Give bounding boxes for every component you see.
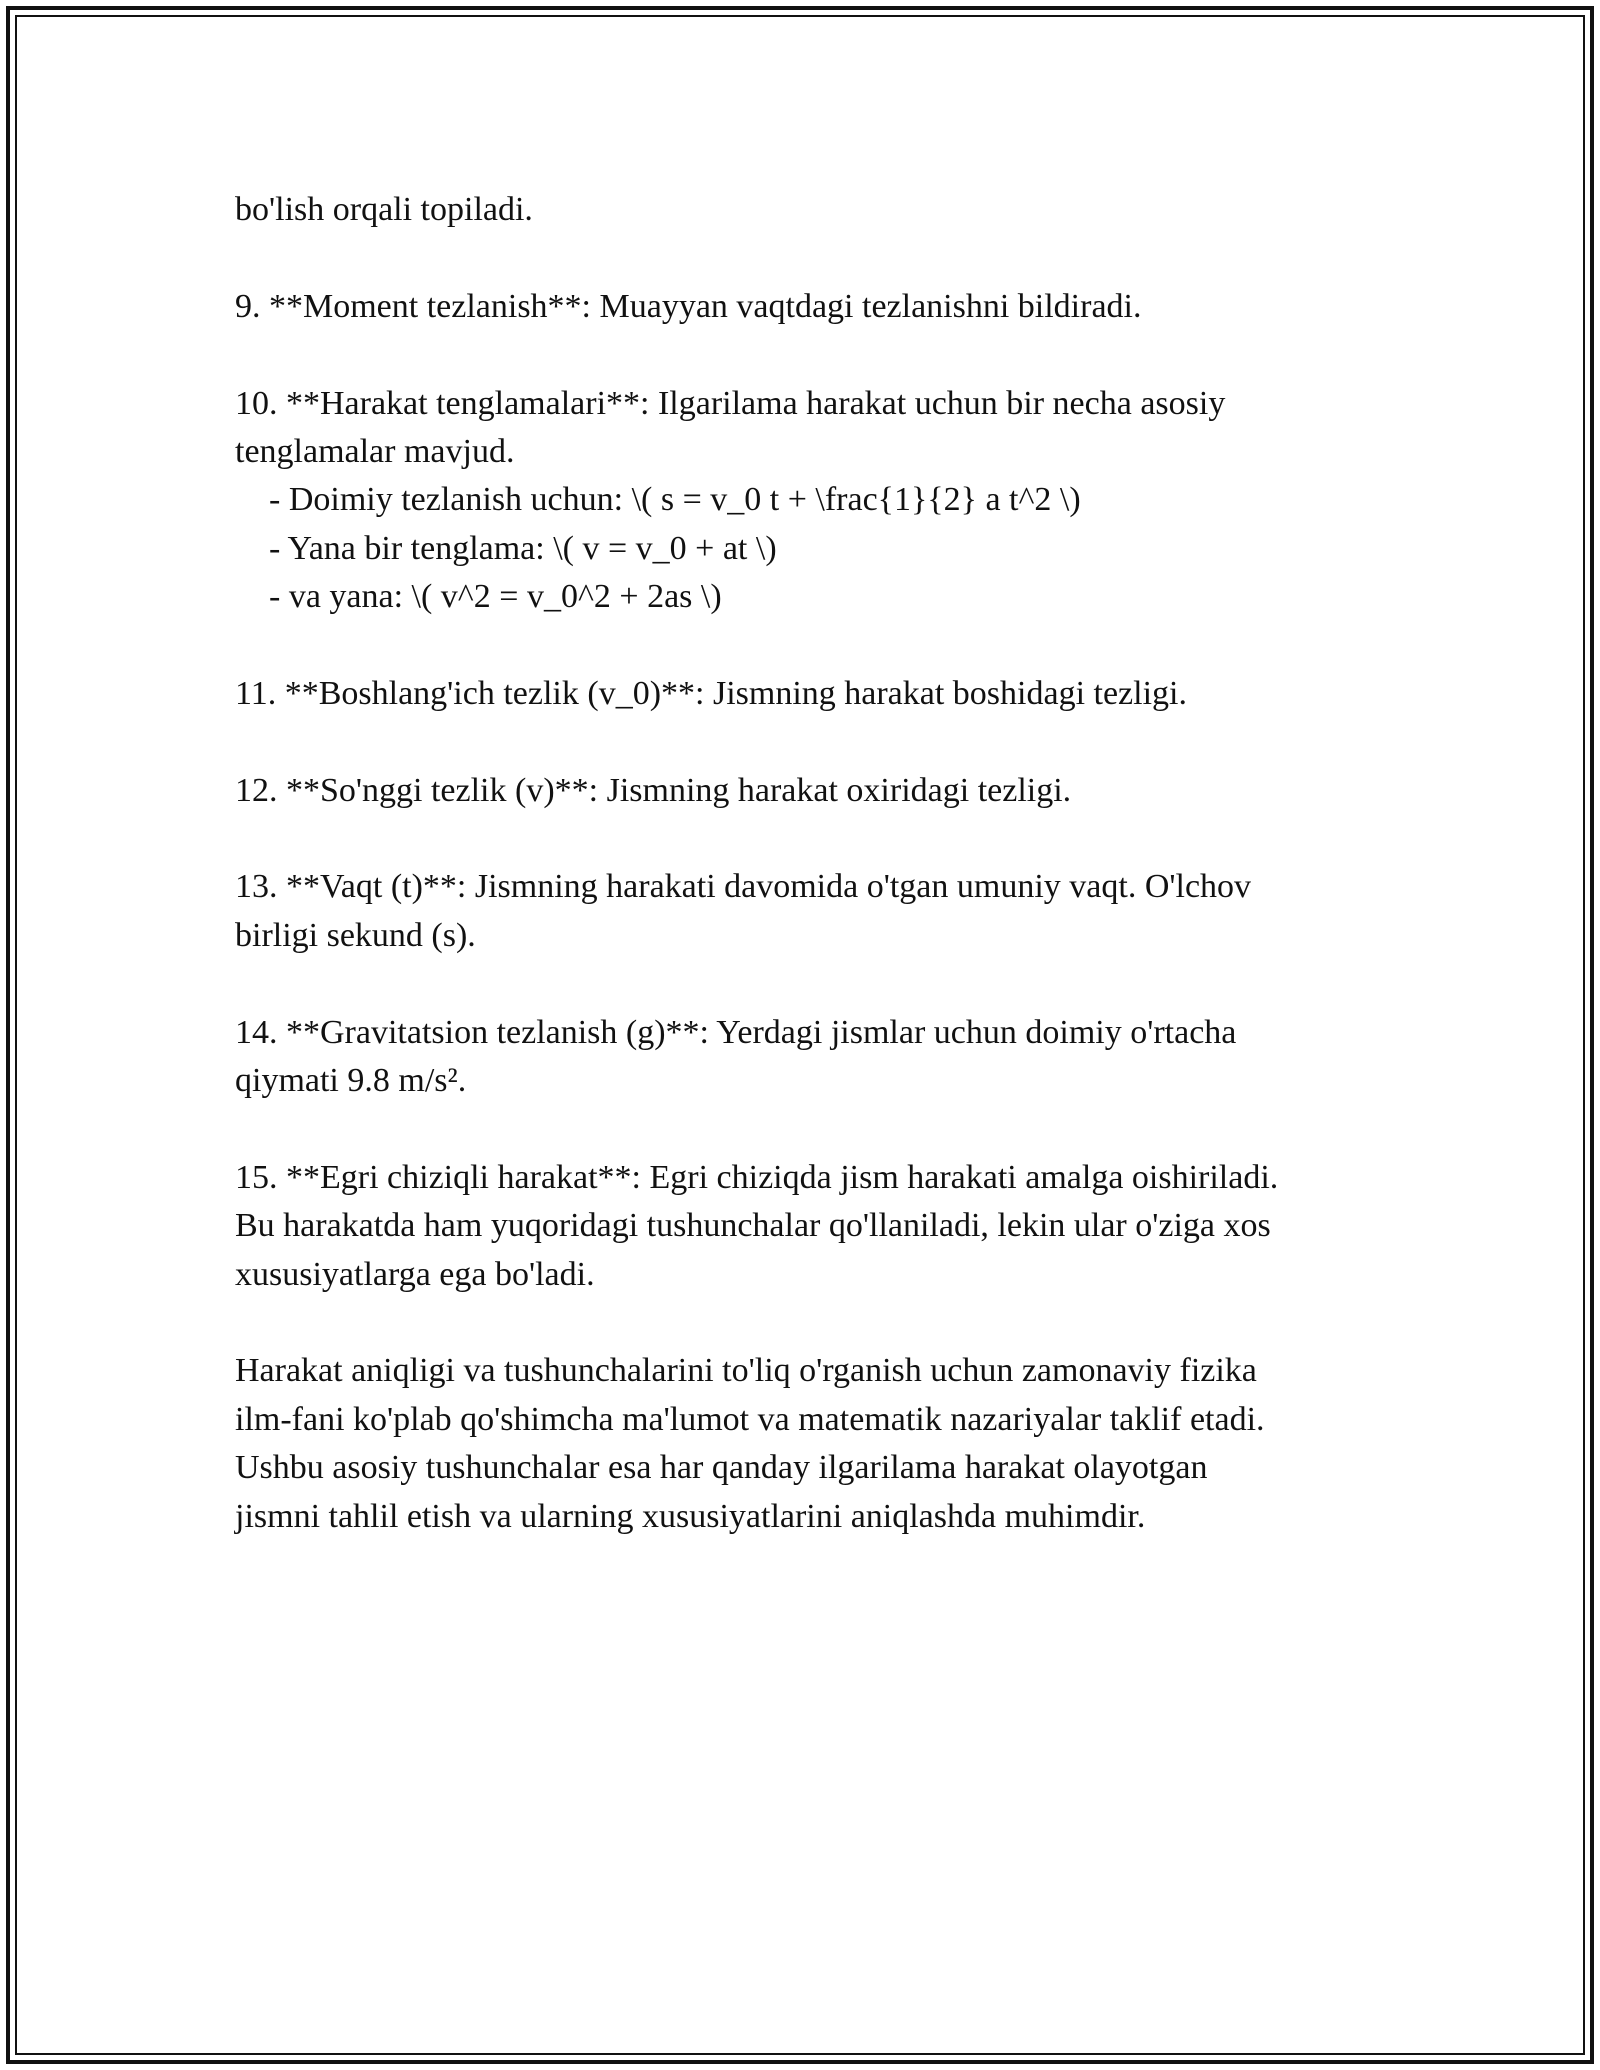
blank-line bbox=[235, 718, 1385, 766]
text-line: jismni tahlil etish va ularning xususiyatlarini aniqlashda muhimdir. bbox=[235, 1497, 1146, 1535]
blank-line bbox=[235, 622, 1385, 670]
text-line: birligi sekund (s). bbox=[235, 916, 476, 954]
text-line: 9. **Moment tezlanish**: Muayyan vaqtdagi tezlanishni bildiradi. bbox=[235, 287, 1142, 325]
text-line: Ushbu asosiy tushunchalar esa har qanday ilgarilama harakat olayotgan bbox=[235, 1449, 1208, 1487]
text-line: tenglamalar mavjud. bbox=[235, 432, 515, 470]
text-line: - Doimiy tezlanish uchun: \( s = v_0 t + \frac{1}{2} a t^2 \) bbox=[235, 481, 1081, 519]
text-line: 12. **So'nggi tezlik (v)**: Jismning harakat oxiridagi tezligi. bbox=[235, 771, 1072, 809]
document-body bbox=[235, 186, 1385, 1541]
text-line: Harakat aniqligi va tushunchalarini to'liq o'rganish uchun zamonaviy fizika bbox=[235, 1352, 1257, 1390]
text-line: xususiyatlarga ega bo'ladi. bbox=[235, 1255, 595, 1293]
text-line: 13. **Vaqt (t)**: Jismning harakati davomida o'tgan umuniy vaqt. O'lchov bbox=[235, 868, 1252, 906]
blank-line bbox=[235, 815, 1385, 863]
blank-line bbox=[235, 331, 1385, 379]
text-line: 15. **Egri chiziqli harakat**: Egri chiziqda jism harakati amalga oishiriladi. bbox=[235, 1158, 1279, 1196]
text-line: 10. **Harakat tenglamalari**: Ilgarilama harakat uchun bir necha asosiy bbox=[235, 384, 1226, 422]
blank-line bbox=[235, 1105, 1385, 1153]
text-line: 14. **Gravitatsion tezlanish (g)**: Yerdagi jismlar uchun doimiy o'rtacha bbox=[235, 1013, 1237, 1051]
text-line: ilm-fani ko'plab qo'shimcha ma'lumot va matematik nazariyalar taklif etadi. bbox=[235, 1400, 1265, 1438]
blank-line bbox=[235, 960, 1385, 1008]
text-line: qiymati 9.8 m/s². bbox=[235, 1062, 467, 1100]
text-line: 11. **Boshlang'ich tezlik (v_0)**: Jismning harakat boshidagi tezligi. bbox=[235, 674, 1187, 712]
text-line: bo'lish orqali topiladi. bbox=[235, 191, 533, 228]
blank-line bbox=[235, 1299, 1385, 1347]
blank-line bbox=[235, 234, 1385, 282]
text-line: - Yana bir tenglama: \( v = v_0 + at \) bbox=[235, 529, 777, 567]
text-line: - va yana: \( v^2 = v_0^2 + 2as \) bbox=[235, 578, 722, 616]
text-line: Bu harakatda ham yuqoridagi tushunchalar qo'llaniladi, lekin ular o'ziga xos bbox=[235, 1207, 1271, 1245]
